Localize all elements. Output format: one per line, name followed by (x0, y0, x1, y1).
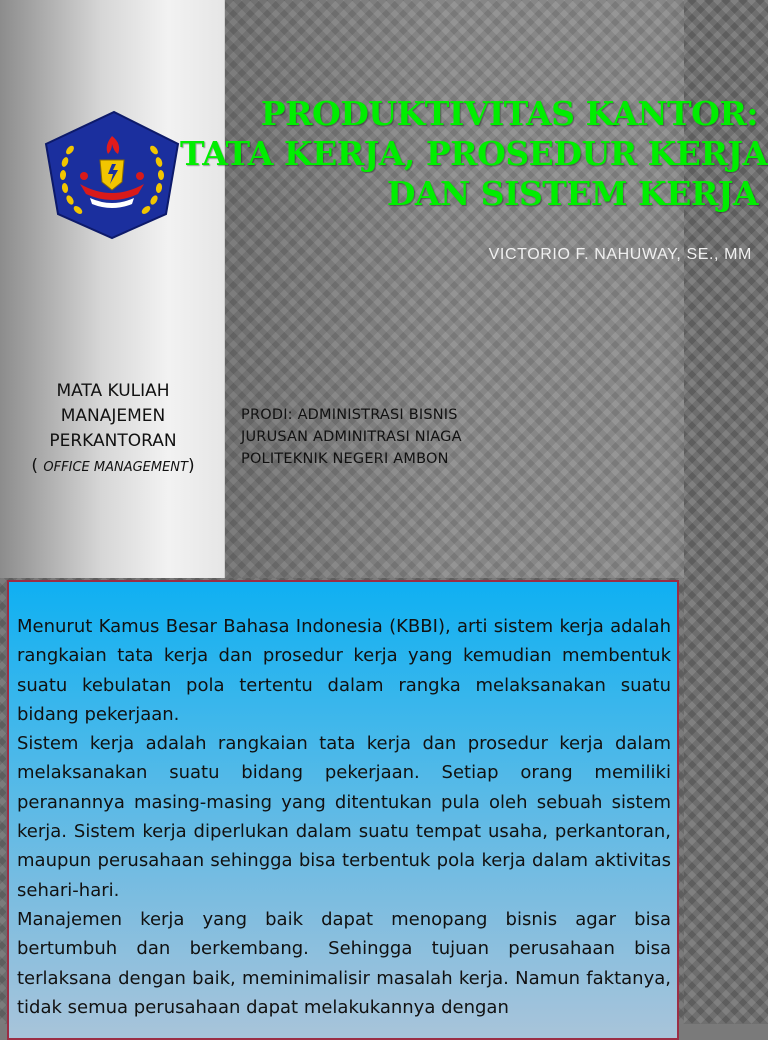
author-name: VICTORIO F. NAHUWAY, SE., MM (488, 246, 752, 263)
prodi-line-2: JURUSAN ADMINITRASI NIAGA (241, 429, 462, 445)
open-paren: ( (31, 456, 44, 476)
prodi-line-3: POLITEKNIK NEGERI AMBON (241, 451, 449, 467)
prodi-line-1: PRODI: ADMINISTRASI BISNIS (241, 407, 458, 423)
course-subtitle-line (8, 454, 218, 480)
course-line-1: MATA KULIAH (56, 381, 170, 401)
course-line-2: MANAJEMEN (60, 406, 166, 426)
paragraph-2: Sistem kerja adalah rangkaian tata kerja dan prosedur kerja dalam melaksanakan suatu bidang pekerjaan. Setiap orang memiliki peranannya masing-masing yang ditentukan pula oleh sebuah sistem kerja. Sistem kerja diperlukan dalam suatu tempat usaha, perkantoran, maupun perusahaan sehingga bisa terbentuk pola kerja dalam aktivitas sehari-hari. (17, 733, 671, 901)
title-line-1: PRODUKTIVITAS KANTOR: (260, 94, 758, 133)
course-line-3: PERKANTORAN (49, 431, 177, 451)
polnam-emblem-icon (44, 110, 180, 240)
title-line-2: TATA KERJA, PROSEDUR KERJA (180, 134, 768, 173)
slide-title (180, 94, 768, 214)
close-paren: ) (187, 456, 195, 476)
content-box (7, 580, 679, 1040)
paragraph-1: Menurut Kamus Besar Bahasa Indonesia (KBBI), arti sistem kerja adalah rangkaian tata kerja dan prosedur kerja yang kemudian membentuk suatu kebulatan pola tertentu dalam rangka melaksanakan suatu bidang pekerjaan. (17, 616, 671, 725)
institution-info (241, 404, 661, 470)
left-panel (0, 0, 225, 578)
content-text (17, 612, 671, 1022)
course-subtitle: OFFICE MANAGEMENT (43, 460, 188, 475)
title-line-3: DAN SISTEM KERJA (386, 174, 758, 213)
course-info (8, 379, 218, 480)
paragraph-3: Manajemen kerja yang baik dapat menopang bisnis agar bisa bertumbuh dan berkembang. Sehingga tujuan perusahaan bisa terlaksana dengan baik, meminimalisir masalah kerja. Namun faktanya, tidak semua perusahaan dapat melakukannya dengan (17, 908, 671, 1018)
